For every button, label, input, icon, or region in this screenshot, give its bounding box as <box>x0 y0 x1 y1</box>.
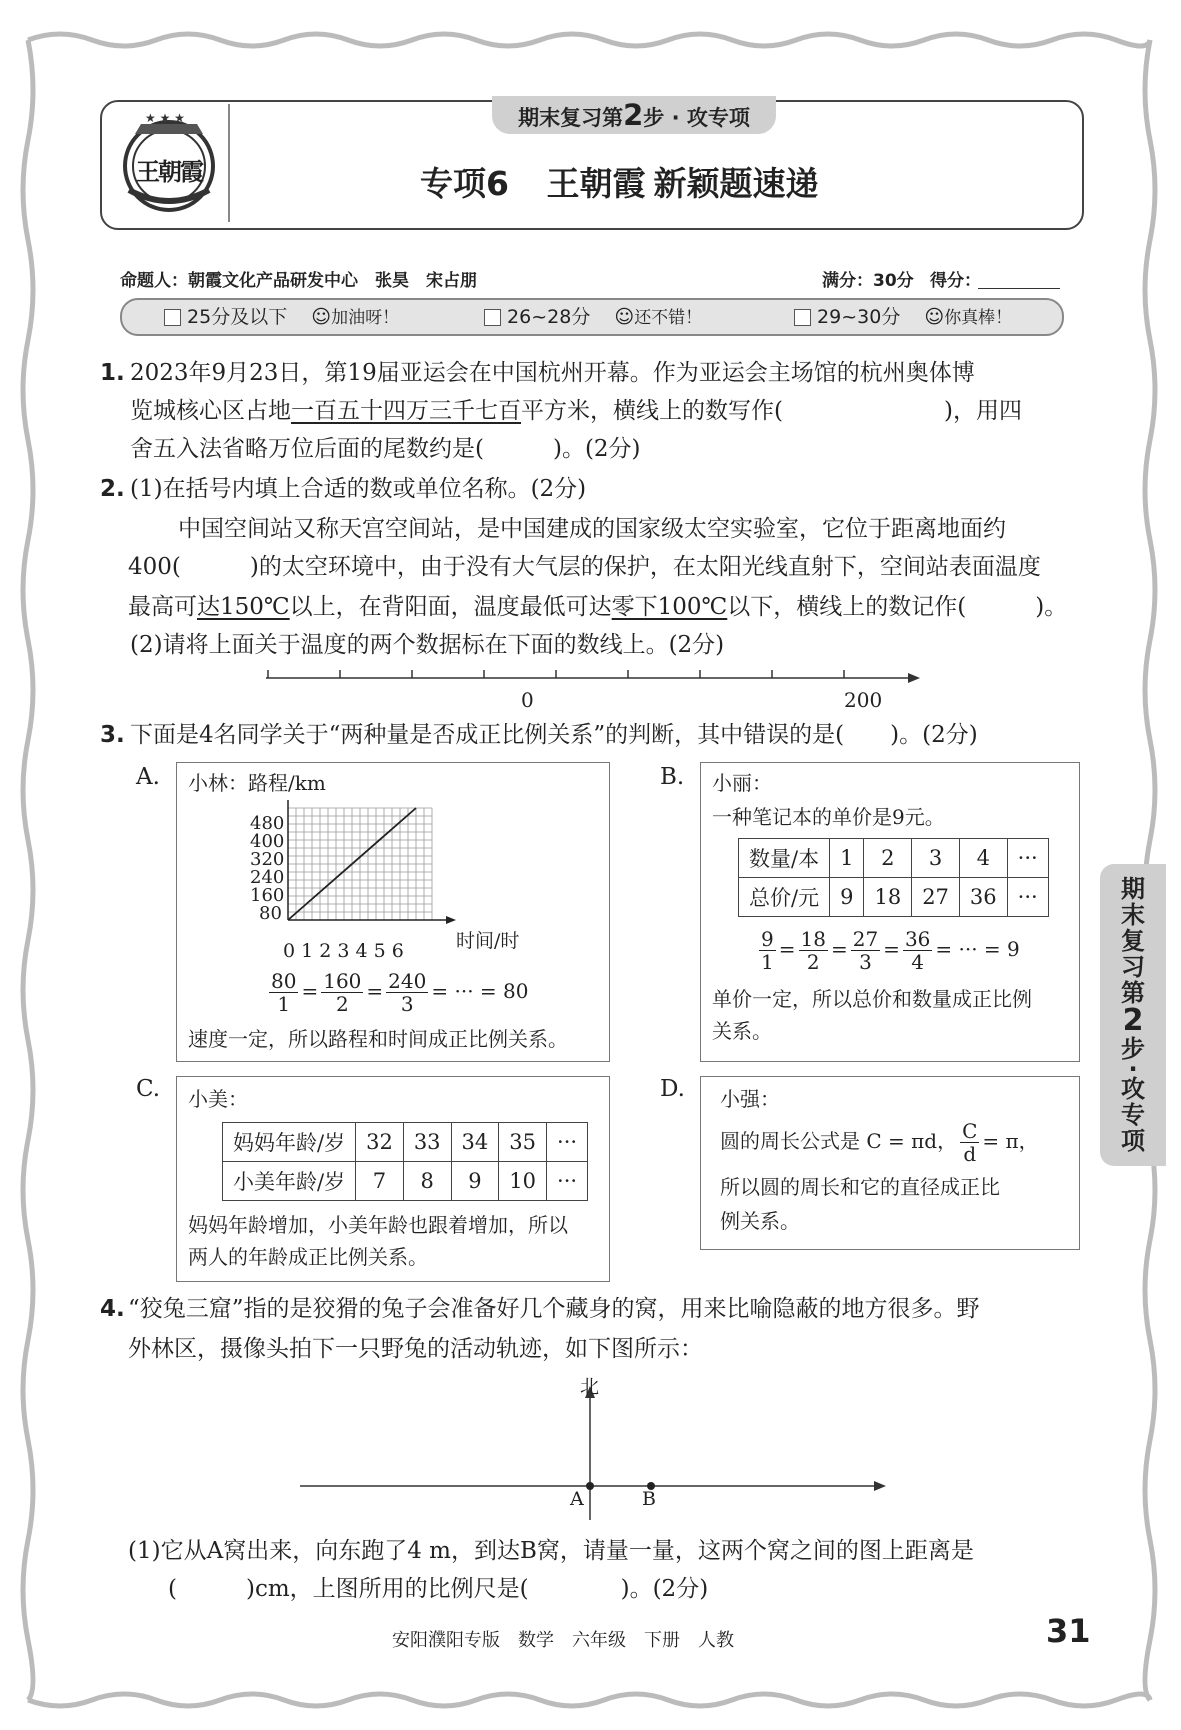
page-title <box>420 158 818 205</box>
frac-den: d <box>963 1142 977 1166</box>
frac-den: 2 <box>335 992 349 1016</box>
side-tab-char: 复 <box>1121 927 1145 955</box>
table-cell: ··· <box>547 1123 588 1162</box>
side-tab <box>1100 864 1166 1166</box>
table-cell: 9 <box>830 878 864 917</box>
y-tick-label: 400 <box>250 831 285 852</box>
title-brand: 王朝霞 <box>546 164 646 203</box>
score-label: 得分： <box>930 271 981 291</box>
full-score: 满分：30分 <box>822 271 914 291</box>
y-tick-label: 320 <box>250 849 285 870</box>
logo-text: 王朝霞 <box>136 157 202 186</box>
point-a-label: A <box>570 1488 584 1510</box>
q2-part2: (2)请将上面关于温度的两个数据标在下面的数线上。(2分) <box>130 632 725 658</box>
q4-line1: “狡兔三窟”指的是狡猾的兔子会准备好几个藏身的窝，用来比喻隐蔽的地方很多。野 <box>128 1296 980 1322</box>
y-tick-label: 160 <box>250 885 285 906</box>
q1-text: 平方米，横线上的数写作( )，用四 <box>521 398 1022 424</box>
header-divider <box>228 104 230 222</box>
side-tab-char: 专 <box>1121 1101 1145 1129</box>
table-cell: 9 <box>451 1162 499 1201</box>
side-tab-char: 步 <box>1121 1035 1145 1063</box>
y-tick-label: 80 <box>259 903 282 924</box>
step-banner <box>492 96 776 134</box>
rating-item <box>794 302 1012 329</box>
rating-range: 25分及以下 <box>187 306 288 328</box>
smiley-icon: ☺ <box>614 306 635 328</box>
q3-stem: 下面是4名同学关于“两种量是否成正比例关系”的判断，其中错误的是( )。(2分) <box>130 722 978 748</box>
option-c-conclusion-2: 两人的年龄成正比例关系。 <box>188 1245 428 1269</box>
option-d-conclusion-1: 所以圆的周长和它的直径成正比 <box>720 1175 1000 1199</box>
option-a-letter[interactable]: A. <box>136 764 160 790</box>
option-a-name: 小林：路程/km <box>188 771 326 795</box>
table-cell: 总价/元 <box>739 878 830 917</box>
frac-num: 9 <box>761 927 774 951</box>
option-c-conclusion-1: 妈妈年龄增加，小美年龄也跟着增加，所以 <box>188 1213 568 1237</box>
smiley-icon: ☺ <box>311 306 332 328</box>
frac-den: 1 <box>277 992 291 1016</box>
side-tab-char: 末 <box>1121 901 1145 929</box>
price-table <box>738 838 1049 917</box>
q2-text: 以下，横线上的数记作( )。 <box>727 594 1068 620</box>
frac-den: 2 <box>806 950 820 974</box>
table-cell: 小美年龄/岁 <box>223 1162 356 1201</box>
side-tab-char: 2 <box>1122 1003 1144 1038</box>
option-d-name: 小强： <box>720 1087 780 1111</box>
table-cell: 34 <box>451 1123 499 1162</box>
y-tick-label: 480 <box>250 813 285 834</box>
frac-den: 3 <box>400 992 414 1016</box>
table-cell: 妈妈年龄/岁 <box>223 1123 356 1162</box>
table-row <box>739 878 1049 917</box>
table-cell: ··· <box>1007 839 1048 878</box>
rabbit-track-diagram <box>290 1380 890 1530</box>
title-suffix: 新颖题速递 <box>653 164 819 203</box>
q2-underlined-temp: 零下100℃ <box>611 594 728 620</box>
table-cell: 35 <box>499 1123 547 1162</box>
step-prefix: 期末复习第 <box>518 106 624 130</box>
q1-line1: 2023年9月23日，第19届亚运会在中国杭州开幕。作为亚运会主场馆的杭州奥体博 <box>130 360 975 386</box>
option-b-desc: 一种笔记本的单价是9元。 <box>712 805 945 829</box>
q2-underlined-temp: 达150℃ <box>197 594 290 620</box>
option-b-equation: $\frac{9}{1}$ = $\frac{18}{2}$ = $\frac{27}{3}$ = $\frac{36}{4}$ = ··· = 9 <box>761 927 1020 974</box>
q4-part2: ( )cm，上图所用的比例尺是( )。(2分) <box>168 1576 709 1602</box>
q1-underlined-number: 一百五十四万三千七百 <box>291 398 521 424</box>
number-line[interactable] <box>260 664 930 714</box>
y-tick-label: 240 <box>250 867 285 888</box>
north-label: 北 <box>580 1376 600 1398</box>
formula-text: = π， <box>982 1129 1039 1153</box>
table-row <box>739 839 1049 878</box>
frac-num: 18 <box>800 927 826 951</box>
q2-number: 2. <box>100 476 125 502</box>
q2-line3 <box>128 588 1067 626</box>
q4-part1: (1)它从A窝出来，向东跑了4 m，到达B窝，请量一量，这两个窝之间的图上距离是 <box>128 1538 974 1564</box>
equation-tail: = ··· = 80 <box>431 979 529 1003</box>
table-row <box>223 1123 588 1162</box>
rating-comment: 还不错！ <box>634 308 703 328</box>
frac-num: 36 <box>904 927 931 951</box>
side-tab-char: 习 <box>1121 953 1145 981</box>
title-prefix: 专项6 <box>420 164 509 203</box>
table-cell: 1 <box>830 839 864 878</box>
side-tab-char: · <box>1128 1055 1138 1083</box>
frac-num: 27 <box>852 927 879 951</box>
side-tab-char: 攻 <box>1121 1075 1145 1103</box>
q1-line2 <box>130 392 1022 430</box>
rating-range: 29~30分 <box>817 306 901 328</box>
footer-text: 安阳濮阳专版 数学 六年级 下册 人教 <box>392 1630 734 1651</box>
checkbox-icon[interactable] <box>794 309 811 326</box>
frac-num: 240 <box>388 969 427 993</box>
option-b-conclusion-1: 单价一定，所以总价和数量成正比例 <box>712 987 1032 1011</box>
score-blank[interactable] <box>978 288 1060 289</box>
rating-range: 26~28分 <box>507 306 591 328</box>
q1-text: 览城核心区占地 <box>130 398 291 424</box>
checkbox-icon[interactable] <box>164 309 181 326</box>
table-cell: 27 <box>912 878 960 917</box>
option-d-formula <box>720 1120 1039 1165</box>
page-number: 31 <box>1046 1612 1091 1650</box>
rating-comment: 你真棒！ <box>944 308 1013 328</box>
table-cell: 18 <box>864 878 912 917</box>
q4-line2: 外林区，摄像头拍下一只野兔的活动轨迹，如下图所示： <box>128 1336 703 1362</box>
formula-text: 圆的周长公式是 C = πd， <box>720 1129 958 1153</box>
table-cell: 10 <box>499 1162 547 1201</box>
age-table <box>222 1122 588 1201</box>
frac-num: 80 <box>271 969 297 993</box>
x-tick-labels: 0 1 2 3 4 5 6 <box>283 940 404 962</box>
option-a-equation: $\frac{80}{1}$ = $\frac{160}{2}$ = $\frac{240}{3}$ = ··· = 80 <box>271 969 529 1016</box>
q3-number: 3. <box>100 722 125 748</box>
option-c-letter[interactable]: C. <box>136 1076 161 1102</box>
rating-item <box>164 302 399 329</box>
q2-text: 以上，在背阳面，温度最低可达 <box>289 594 612 620</box>
table-cell: 8 <box>403 1162 451 1201</box>
table-cell: 数量/本 <box>739 839 830 878</box>
x-axis-label: 时间/时 <box>456 930 520 952</box>
q2-part1: (1)在括号内填上合适的数或单位名称。(2分) <box>130 476 587 502</box>
option-b-name: 小丽： <box>712 771 772 795</box>
option-d-conclusion-2: 例关系。 <box>720 1209 800 1233</box>
checkbox-icon[interactable] <box>484 309 501 326</box>
q1-line3: 舍五入法省略万位后面的尾数约是( )。(2分) <box>130 436 641 462</box>
q1-number: 1. <box>100 360 125 386</box>
frac-den: 3 <box>859 950 872 974</box>
q2-line1: 中国空间站又称天宫空间站，是中国建成的国家级太空实验室，它位于距离地面约 <box>178 516 1006 542</box>
option-b-letter[interactable]: B. <box>660 764 685 790</box>
step-number: 2 <box>623 98 644 132</box>
option-a-conclusion: 速度一定，所以路程和时间成正比例关系。 <box>188 1027 568 1051</box>
frac-den: 1 <box>761 950 774 974</box>
table-cell: 3 <box>912 839 960 878</box>
table-cell: 7 <box>356 1162 404 1201</box>
side-tab-char: 期 <box>1121 875 1145 903</box>
author-line: 命题人：朝霞文化产品研发中心 张昊 宋占朋 <box>120 271 477 291</box>
side-tab-char: 项 <box>1121 1127 1145 1155</box>
table-cell: 2 <box>864 839 912 878</box>
axis-label-200: 200 <box>844 688 883 712</box>
table-cell: 36 <box>959 878 1007 917</box>
table-cell: ··· <box>547 1162 588 1201</box>
option-c-name: 小美： <box>188 1087 248 1111</box>
table-cell: ··· <box>1007 878 1048 917</box>
option-d-letter[interactable]: D. <box>660 1076 685 1102</box>
option-b-conclusion-2: 关系。 <box>712 1019 772 1043</box>
rating-item <box>484 302 702 329</box>
frac-num: 160 <box>323 969 362 993</box>
step-suffix: 步 · 攻专项 <box>643 106 750 130</box>
q2-text: 最高可 <box>128 594 197 620</box>
table-cell: 32 <box>356 1123 404 1162</box>
table-row <box>223 1162 588 1201</box>
equation-tail: = ··· = 9 <box>935 937 1020 961</box>
svg-text:★ ★ ★: ★ ★ ★ <box>145 111 185 125</box>
side-tab-char: 第 <box>1121 979 1145 1007</box>
frac-den: 4 <box>911 950 925 974</box>
rating-comment: 加油呀！ <box>331 308 400 328</box>
table-cell: 33 <box>403 1123 451 1162</box>
q2-line2: 400( )的太空环境中，由于没有大气层的保护，在太阳光线直射下，空间站表面温度 <box>128 554 1041 580</box>
axis-label-0: 0 <box>521 688 534 712</box>
frac-num: C <box>962 1119 978 1143</box>
table-cell: 4 <box>959 839 1007 878</box>
smiley-icon: ☺ <box>924 306 945 328</box>
point-b-label: B <box>642 1488 656 1510</box>
q4-number: 4. <box>100 1296 125 1322</box>
